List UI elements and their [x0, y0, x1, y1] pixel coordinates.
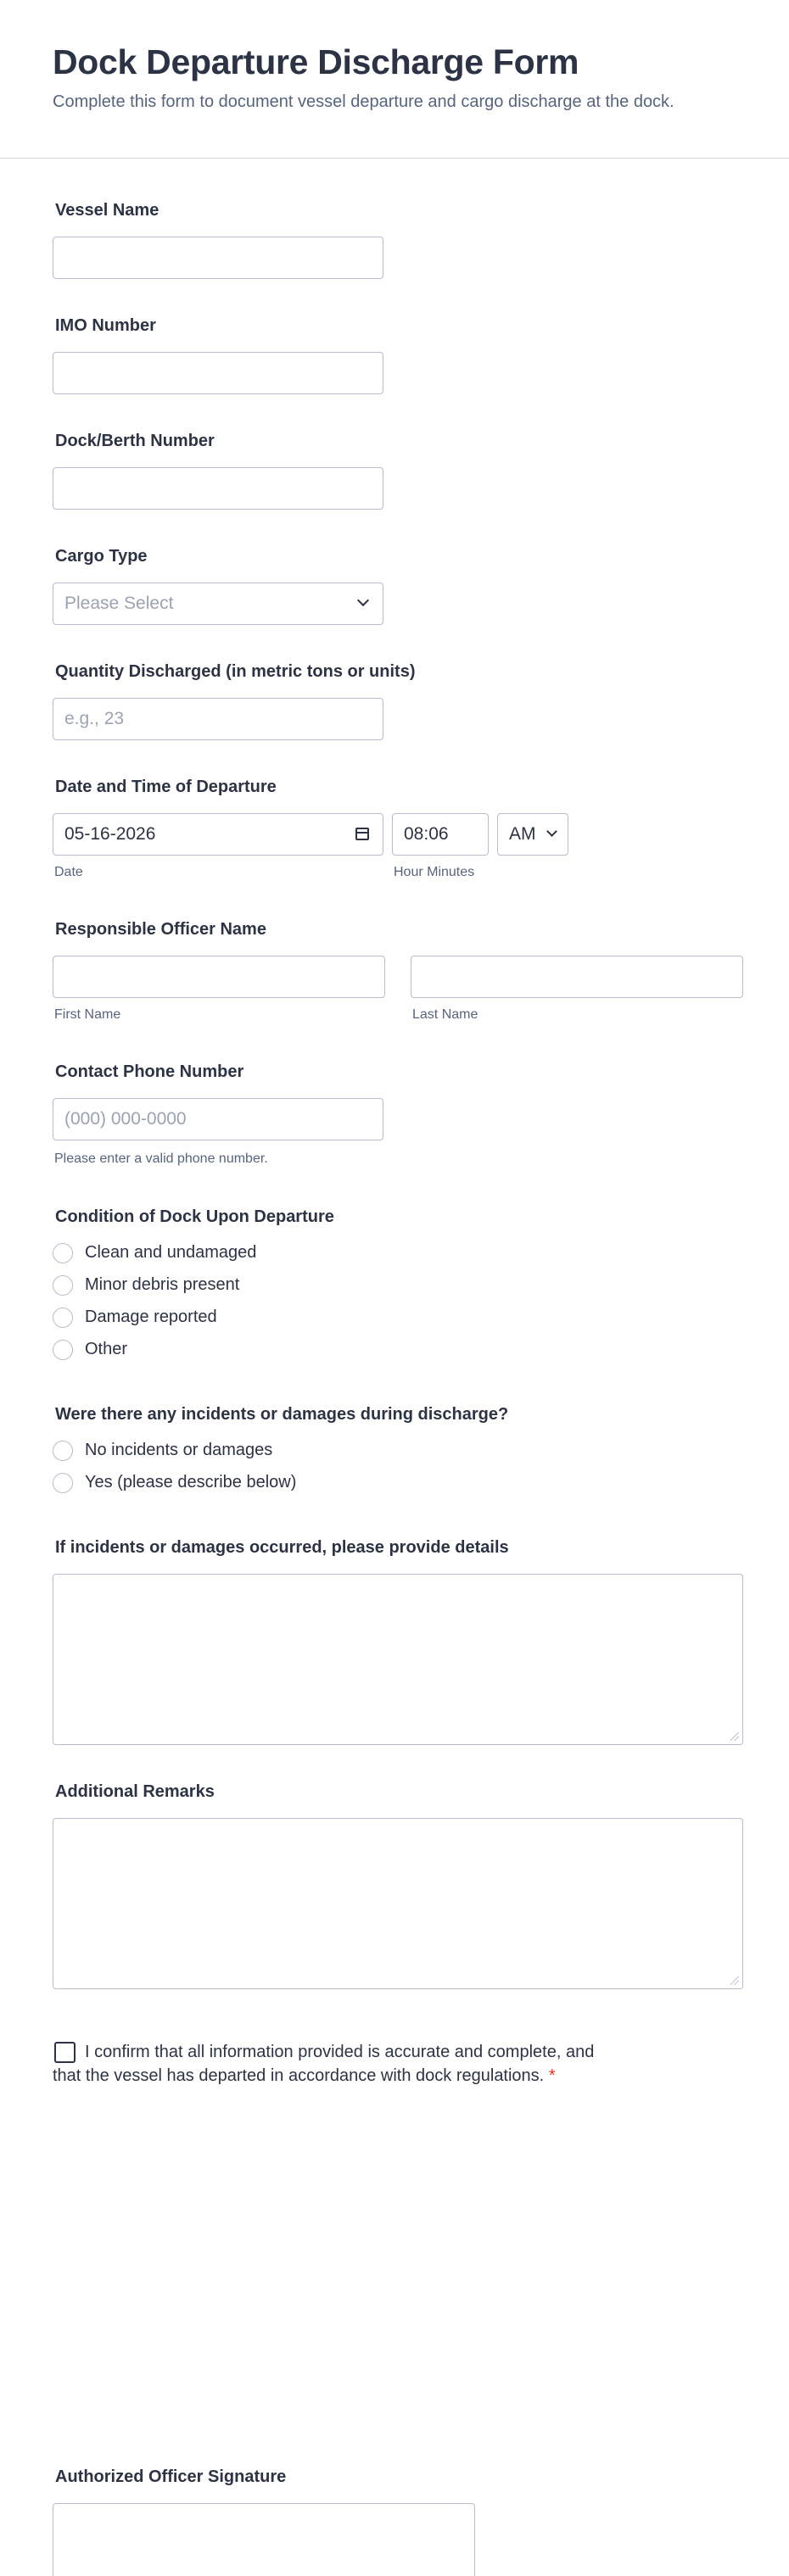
field-label: Additional Remarks [55, 1782, 215, 1801]
chevron-down-icon [546, 826, 557, 837]
radio-label: Other [85, 1340, 128, 1358]
first-name-input[interactable] [53, 956, 385, 998]
imo-number-label [53, 316, 156, 336]
field-label: Responsible Officer Name [55, 920, 266, 939]
ampm-select[interactable] [497, 813, 568, 856]
chevron-down-icon [357, 594, 369, 606]
field-label: Condition of Dock Upon Departure [55, 1207, 334, 1226]
resize-handle-icon[interactable] [730, 1977, 739, 1985]
officer-name-label [53, 920, 266, 940]
field-label: Cargo Type [55, 547, 148, 566]
last-name-sublabel: Last Name [412, 1007, 478, 1022]
radio-minor-debris[interactable] [53, 1275, 73, 1296]
quantity-placeholder: e.g., 23 [64, 709, 125, 728]
radio-label: Clean and undamaged [85, 1243, 257, 1262]
incidents-label [53, 1405, 508, 1425]
page-subtitle: Complete this form to document vessel departure and cargo discharge at the dock. [53, 92, 674, 111]
phone-label [53, 1062, 243, 1082]
time-sublabel: Hour Minutes [394, 865, 475, 879]
imo-number-input[interactable] [53, 352, 383, 394]
remarks-textarea[interactable] [53, 1818, 743, 1989]
required-mark: * [548, 2066, 556, 2085]
dock-condition-label [53, 1207, 334, 1227]
ampm-value: AM [509, 824, 536, 844]
radio-label: No incidents or damages [85, 1441, 273, 1459]
cargo-type-select[interactable] [53, 583, 383, 625]
date-value: 05-16-2026 [64, 824, 156, 844]
radio-label: Minor debris present [85, 1275, 240, 1294]
field-label: Authorized Officer Signature [55, 2467, 287, 2486]
radio-no-incidents[interactable] [53, 1441, 73, 1461]
confirm-line-2 [53, 2066, 556, 2086]
radio-other[interactable] [53, 1340, 73, 1360]
time-input[interactable] [392, 813, 489, 856]
dock-berth-input[interactable] [53, 467, 383, 510]
date-input[interactable] [53, 813, 383, 856]
vessel-name-label [53, 201, 159, 220]
cargo-type-placeholder: Please Select [64, 594, 174, 613]
field-label: Dock/Berth Number [55, 432, 215, 450]
departure-label [53, 778, 277, 797]
confirm-line-2-text: that the vessel has departed in accordance with dock regulations. [53, 2066, 545, 2085]
calendar-icon[interactable] [355, 828, 369, 840]
cargo-type-label [53, 547, 148, 566]
field-label: Contact Phone Number [55, 1062, 244, 1081]
date-sublabel: Date [54, 865, 83, 879]
radio-label: Yes (please describe below) [85, 1473, 297, 1492]
form-header [0, 0, 789, 159]
incident-details-label [53, 1538, 509, 1558]
incident-details-textarea[interactable] [53, 1574, 743, 1745]
radio-label: Damage reported [85, 1308, 217, 1326]
page-title: Dock Departure Discharge Form [53, 42, 579, 81]
quantity-input[interactable] [53, 698, 383, 740]
confirm-checkbox[interactable] [54, 2042, 76, 2063]
field-label: Date and Time of Departure [55, 778, 277, 796]
signature-label [53, 2467, 286, 2487]
field-label: If incidents or damages occurred, please provide details [55, 1538, 509, 1557]
field-label: Were there any incidents or damages during discharge? [55, 1405, 509, 1424]
remarks-label [53, 1782, 215, 1802]
phone-hint: Please enter a valid phone number. [54, 1151, 268, 1166]
field-label: Quantity Discharged (in metric tons or units) [55, 662, 416, 681]
resize-handle-icon[interactable] [730, 1732, 739, 1741]
field-label: Vessel Name [55, 201, 159, 220]
radio-clean-undamaged[interactable] [53, 1243, 73, 1263]
dock-berth-label [53, 432, 215, 451]
phone-input[interactable] [53, 1098, 383, 1140]
radio-yes-incidents[interactable] [53, 1473, 73, 1493]
confirm-line-1: I confirm that all information provided is accurate and complete, and [85, 2043, 595, 2061]
last-name-input[interactable] [411, 956, 743, 998]
first-name-sublabel: First Name [54, 1007, 121, 1022]
time-value: 08:06 [404, 824, 449, 844]
field-label: IMO Number [55, 316, 156, 335]
phone-placeholder: (000) 000-0000 [64, 1109, 187, 1129]
quantity-label [53, 662, 416, 682]
signature-pad[interactable] [53, 2503, 475, 2576]
radio-damage-reported[interactable] [53, 1308, 73, 1328]
vessel-name-input[interactable] [53, 237, 383, 279]
